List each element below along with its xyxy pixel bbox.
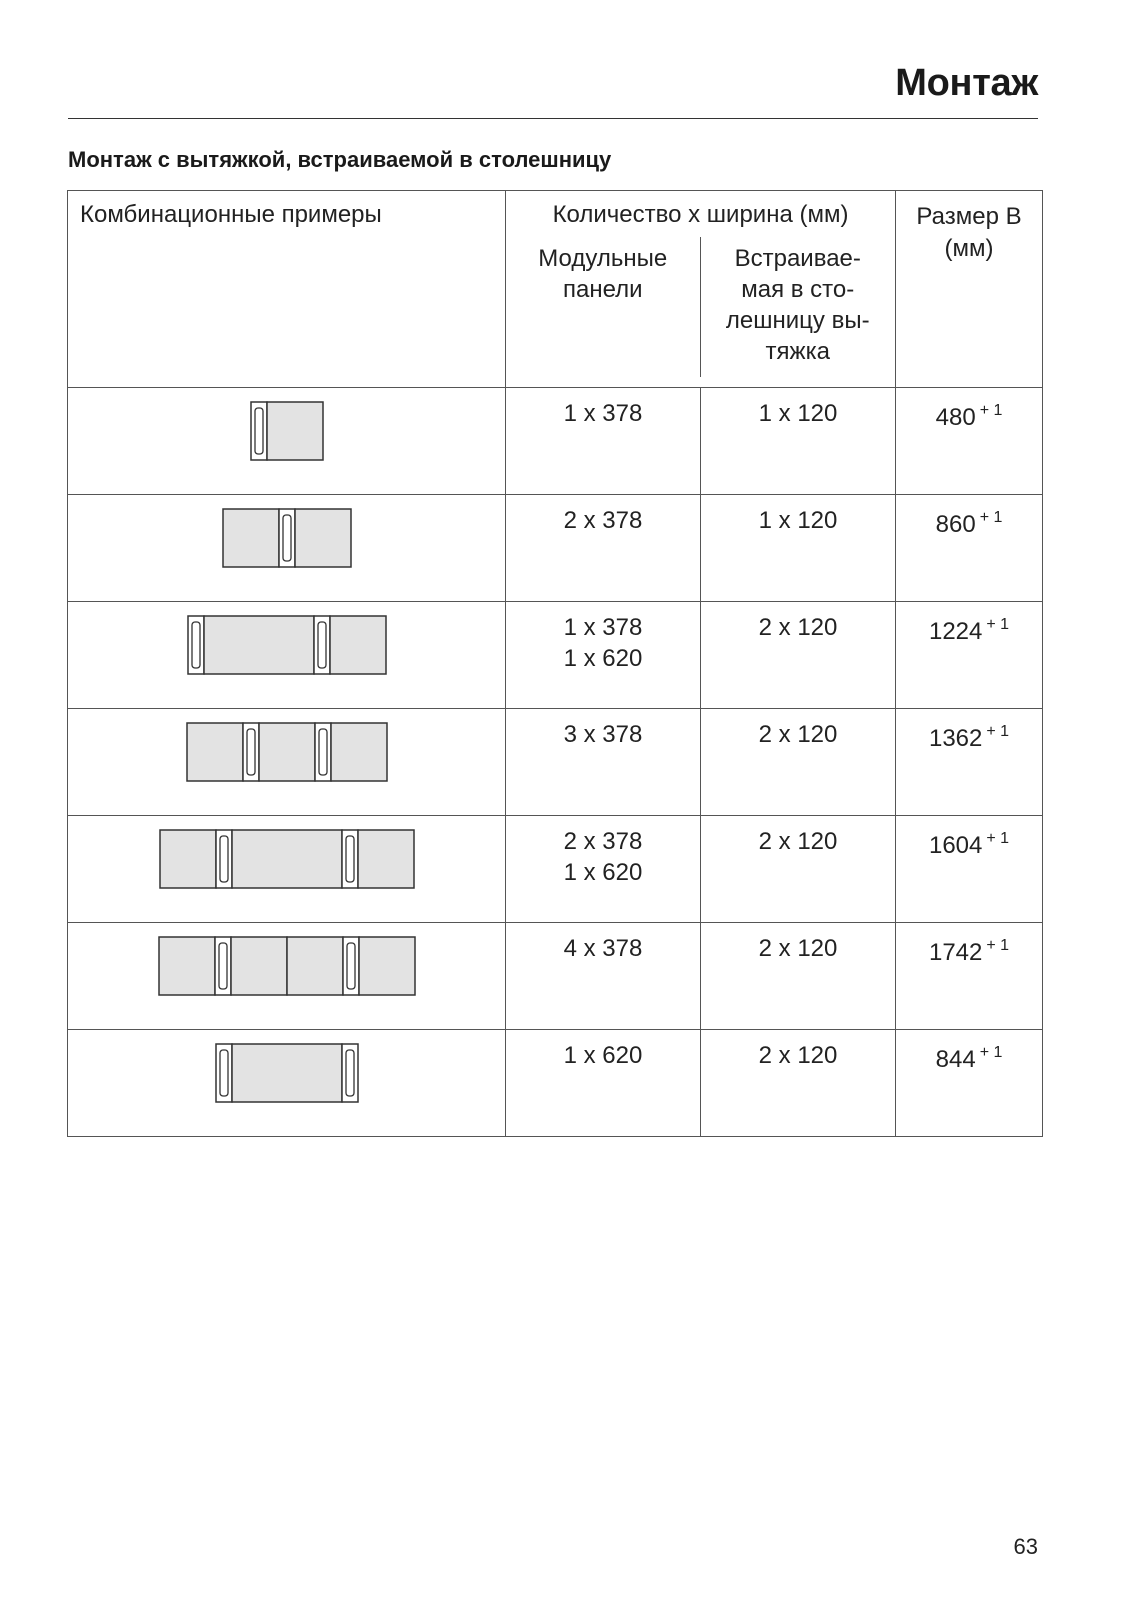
module-panel	[287, 937, 343, 995]
module-panels-line: 1 x 620	[563, 859, 643, 886]
section-title: Монтаж с вытяжкой, встраиваемой в столешницу	[68, 147, 612, 172]
module-panels-line: 2 x 378	[563, 507, 643, 534]
size-number: 1604	[928, 832, 983, 859]
hood-slot	[220, 1050, 228, 1096]
size-tolerance: + 1	[986, 616, 1010, 633]
combination-diagram-cell	[68, 816, 506, 923]
size-number: 1362	[928, 725, 983, 752]
heading-divider	[68, 118, 1038, 119]
hood-slot	[247, 729, 255, 775]
module-panel	[359, 937, 415, 995]
module-panels-value	[506, 495, 701, 602]
table-row	[68, 923, 1043, 1030]
table-row	[68, 709, 1043, 816]
module-panels-line: 1 x 378	[563, 614, 643, 641]
combination-diagram-cell	[68, 602, 506, 709]
module-panel	[259, 723, 315, 781]
module-panel	[159, 937, 215, 995]
size-tolerance: + 1	[986, 723, 1010, 740]
built-in-hood-value: 2 x 120	[701, 602, 896, 709]
size-number: 844	[935, 1046, 976, 1073]
table-row	[68, 816, 1043, 923]
table-header-row	[68, 191, 1043, 388]
page-number: 63	[1013, 1534, 1038, 1559]
module-panel	[330, 616, 386, 674]
header-hood-line: Встраивае-	[734, 245, 861, 272]
header-quantity-width	[506, 191, 896, 388]
module-panel	[223, 509, 279, 567]
built-in-hood-value: 1 x 120	[701, 388, 896, 495]
module-panels-value	[506, 923, 701, 1030]
size-tolerance: + 1	[979, 509, 1003, 526]
module-panels-value	[506, 816, 701, 923]
page-title: Монтаж	[895, 62, 1038, 104]
module-panel	[187, 723, 243, 781]
hood-slot	[318, 622, 326, 668]
header-size-b	[896, 191, 1043, 388]
header-module-line: Модульные	[538, 245, 668, 272]
combination-diagram	[68, 923, 506, 1015]
module-panels-line: 3 x 378	[563, 721, 643, 748]
size-tolerance: + 1	[986, 937, 1010, 954]
table-row	[68, 495, 1043, 602]
combination-diagram	[68, 602, 506, 694]
module-panel	[204, 616, 314, 674]
module-panels-line: 1 x 378	[563, 400, 643, 427]
combination-diagram-cell	[68, 923, 506, 1030]
built-in-hood-value: 1 x 120	[701, 495, 896, 602]
header-hood-line: мая в сто-	[741, 276, 855, 303]
module-panel	[160, 830, 216, 888]
module-panels-line: 1 x 620	[563, 645, 643, 672]
header-module-line: панели	[562, 276, 643, 303]
built-in-hood-value: 2 x 120	[701, 1030, 896, 1137]
module-panel	[232, 1044, 342, 1102]
module-panels-line: 2 x 378	[563, 828, 643, 855]
built-in-hood-value: 2 x 120	[701, 709, 896, 816]
size-tolerance: + 1	[986, 830, 1010, 847]
module-panel	[232, 830, 342, 888]
header-hood-line: тяжка	[765, 338, 830, 365]
hood-slot	[319, 729, 327, 775]
size-tolerance: + 1	[979, 402, 1003, 419]
module-panel	[267, 402, 323, 460]
hood-slot	[220, 836, 228, 882]
module-panels-line: 4 x 378	[563, 935, 643, 962]
header-hood-line: лешницу вы-	[725, 307, 870, 334]
header-combo-examples: Комбинационные примеры	[68, 191, 506, 388]
size-number: 480	[935, 404, 976, 431]
size-number: 860	[935, 511, 976, 538]
combination-table	[67, 190, 1043, 1137]
hood-slot	[346, 836, 354, 882]
module-panel	[295, 509, 351, 567]
size-b-value	[896, 816, 1043, 923]
module-panel	[331, 723, 387, 781]
size-b-value	[896, 495, 1043, 602]
module-panel	[231, 937, 287, 995]
combination-diagram	[68, 388, 506, 480]
table-row	[68, 388, 1043, 495]
built-in-hood-value: 2 x 120	[701, 923, 896, 1030]
table-row	[68, 602, 1043, 709]
size-b-value	[896, 1030, 1043, 1137]
hood-slot	[219, 943, 227, 989]
combination-diagram-cell	[68, 388, 506, 495]
hood-slot	[346, 1050, 354, 1096]
module-panels-value	[506, 388, 701, 495]
hood-slot	[255, 408, 263, 454]
hood-slot	[192, 622, 200, 668]
combination-diagram	[68, 816, 506, 908]
size-b-value	[896, 923, 1043, 1030]
size-b-value	[896, 388, 1043, 495]
header-quantity-title: Количество x ширина (мм)	[552, 201, 849, 228]
header-module-panels	[506, 237, 701, 377]
combination-diagram	[68, 709, 506, 801]
module-panel	[358, 830, 414, 888]
size-b-value	[896, 709, 1043, 816]
header-built-in-hood	[701, 237, 896, 377]
size-b-value	[896, 602, 1043, 709]
size-number: 1742	[928, 939, 983, 966]
combination-diagram-cell	[68, 709, 506, 816]
combination-diagram	[68, 495, 506, 587]
combination-diagram-cell	[68, 1030, 506, 1137]
module-panels-value	[506, 709, 701, 816]
module-panels-line: 1 x 620	[563, 1042, 643, 1069]
size-number: 1224	[928, 618, 983, 645]
module-panels-value	[506, 1030, 701, 1137]
combination-diagram	[68, 1030, 506, 1122]
module-panels-value	[506, 602, 701, 709]
size-tolerance: + 1	[979, 1044, 1003, 1061]
built-in-hood-value: 2 x 120	[701, 816, 896, 923]
header-size-line: (мм)	[944, 235, 994, 262]
hood-slot	[283, 515, 291, 561]
table-row	[68, 1030, 1043, 1137]
header-size-line: Размер B	[916, 203, 1022, 230]
combination-diagram-cell	[68, 495, 506, 602]
hood-slot	[347, 943, 355, 989]
